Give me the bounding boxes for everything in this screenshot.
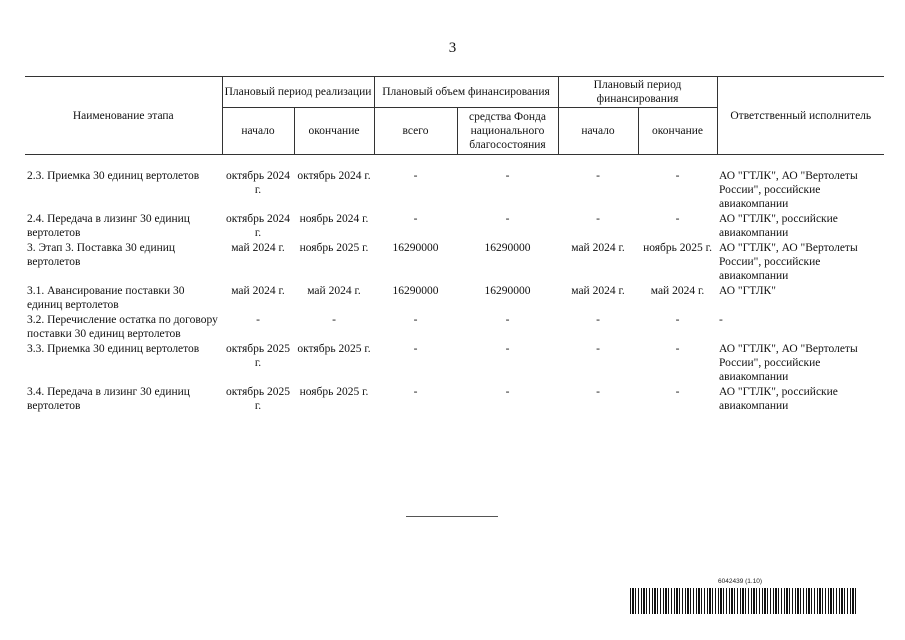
fin-end: - xyxy=(675,343,680,355)
fin-fund: 16290000 xyxy=(484,285,531,297)
plan-table xyxy=(25,76,884,413)
fin-end: - xyxy=(675,314,680,326)
responsible: АО "ГТЛК", АО "Вертолеты России", российские авиакомпании xyxy=(719,242,858,282)
fin-total: - xyxy=(413,314,418,326)
header-planned-period-impl: Плановый период реализации xyxy=(222,77,374,108)
fin-fund: - xyxy=(505,343,510,355)
fin-total: - xyxy=(413,343,418,355)
header-fin-start: начало xyxy=(558,108,638,155)
impl-end: октябрь 2025 г. xyxy=(297,343,371,355)
fin-start: - xyxy=(596,213,600,225)
impl-end: октябрь 2024 г. xyxy=(297,170,371,182)
impl-start: май 2024 г. xyxy=(231,285,285,297)
fin-end: ноябрь 2025 г. xyxy=(643,242,712,254)
responsible: АО "ГТЛК", АО "Вертолеты России", российские авиакомпании xyxy=(719,170,858,210)
table-row xyxy=(25,211,884,240)
impl-start: октябрь 2025 г. xyxy=(225,386,291,412)
fin-total: - xyxy=(413,213,418,225)
header-planned-volume-fin: Плановый объем финансирования xyxy=(374,77,558,108)
stage-name: 3.3. Приемка 30 единиц вертолетов xyxy=(27,343,200,355)
stage-name: 3.1. Авансирование поставки 30 единиц вертолетов xyxy=(27,285,185,311)
table-row xyxy=(25,168,884,211)
fin-fund: - xyxy=(505,314,510,326)
table-row xyxy=(25,283,884,312)
responsible: АО "ГТЛК" xyxy=(719,285,776,297)
page-number: 3 xyxy=(448,40,457,56)
fin-start: - xyxy=(596,343,600,355)
footer-divider xyxy=(406,516,498,517)
responsible: АО "ГТЛК", АО "Вертолеты России", российские авиакомпании xyxy=(719,343,858,383)
impl-end: ноябрь 2024 г. xyxy=(299,213,369,225)
table-body xyxy=(25,155,884,414)
fin-fund: - xyxy=(505,213,510,225)
header-total: всего xyxy=(374,108,457,155)
fin-total: - xyxy=(413,170,418,182)
impl-end: ноябрь 2025 г. xyxy=(299,386,369,398)
fin-end: - xyxy=(675,170,680,182)
fin-start: - xyxy=(596,386,600,398)
barcode-block xyxy=(630,578,856,616)
header-stage-name: Наименование этапа xyxy=(25,77,222,155)
stage-name: 3.2. Перечисление остатка по договору поставки 30 единиц вертолетов xyxy=(27,314,218,340)
header-fin-end: окончание xyxy=(638,108,717,155)
table-row xyxy=(25,341,884,384)
fin-start: май 2024 г. xyxy=(571,285,625,297)
fin-start: - xyxy=(596,314,600,326)
stage-name: 2.3. Приемка 30 единиц вертолетов xyxy=(27,170,200,182)
impl-end: май 2024 г. xyxy=(307,285,361,297)
fin-end: - xyxy=(675,386,680,398)
barcode-image xyxy=(630,588,856,614)
responsible: - xyxy=(719,314,723,326)
responsible: АО "ГТЛК", российские авиакомпании xyxy=(719,386,838,412)
header-fund: средства Фонда национального благосостояния xyxy=(457,108,558,155)
fin-fund: - xyxy=(505,386,510,398)
table-header xyxy=(25,77,884,155)
fin-end: май 2024 г. xyxy=(650,285,705,297)
stage-name: 3. Этап 3. Поставка 30 единиц вертолетов xyxy=(27,242,176,268)
responsible: АО "ГТЛК", российские авиакомпании xyxy=(719,213,838,239)
table-row xyxy=(25,384,884,413)
impl-start: октябрь 2024 г. xyxy=(225,170,291,196)
header-responsible: Ответственный исполнитель xyxy=(717,77,884,155)
impl-start: октябрь 2024 г. xyxy=(225,213,291,239)
fin-start: - xyxy=(596,170,600,182)
impl-end: ноябрь 2025 г. xyxy=(299,242,369,254)
fin-total: 16290000 xyxy=(392,242,439,254)
fin-total: - xyxy=(413,386,418,398)
fin-fund: - xyxy=(505,170,510,182)
impl-end: - xyxy=(332,314,336,326)
fin-total: 16290000 xyxy=(392,285,439,297)
stage-name: 2.4. Передача в лизинг 30 единиц вертолетов xyxy=(27,213,190,239)
header-planned-period-fin: Плановый период финансирования xyxy=(558,77,717,108)
impl-start: октябрь 2025 г. xyxy=(225,343,291,369)
table-row xyxy=(25,240,884,283)
fin-fund: 16290000 xyxy=(484,242,531,254)
impl-start: - xyxy=(256,314,260,326)
header-impl-end: окончание xyxy=(294,108,374,155)
header-impl-start: начало xyxy=(222,108,294,155)
stage-name: 3.4. Передача в лизинг 30 единиц вертолетов xyxy=(27,386,190,412)
impl-start: май 2024 г. xyxy=(231,242,285,254)
barcode-text: 6042439 (1.10) xyxy=(718,578,763,585)
fin-end: - xyxy=(675,213,680,225)
table-row xyxy=(25,312,884,341)
fin-start: май 2024 г. xyxy=(571,242,625,254)
